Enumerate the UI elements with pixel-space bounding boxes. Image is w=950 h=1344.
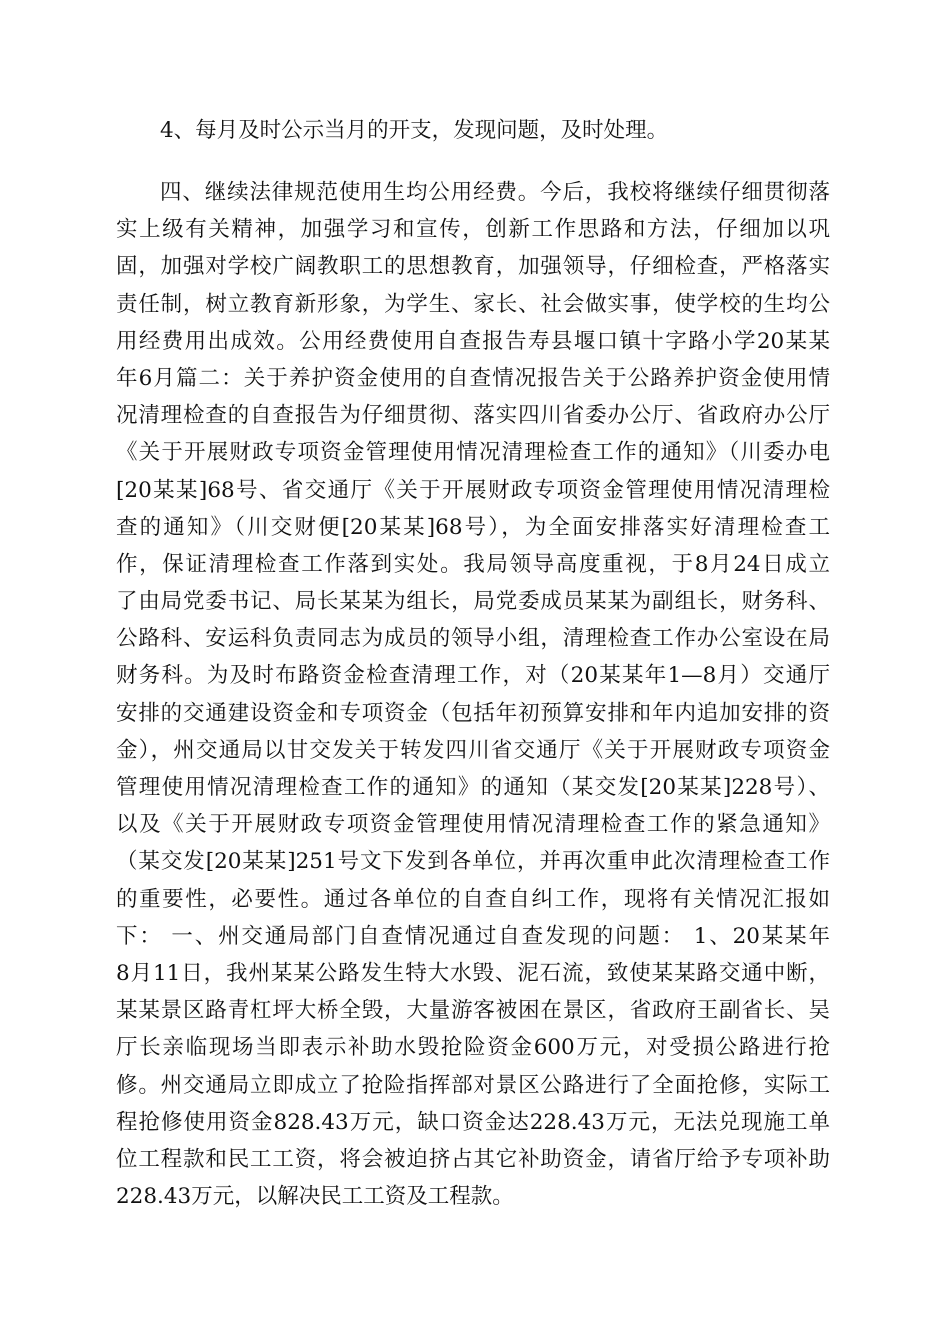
text-line: 《关于开展财政专项资金管理使用情况清理检查工作的通知》（川委办电 (116, 440, 830, 466)
text-line: 的重要性，必要性。通过各单位的自查自纠工作，现将有关情况汇报如 (116, 886, 830, 912)
text-line: 固，加强对学校广阔教职工的思想教育，加强领导，仔细检查，严格落实 (116, 254, 830, 280)
paragraph-1: 4、每月及时公示当月的开支，发现问题，及时处理。 (160, 118, 669, 143)
text-line: 8月11日，我州某某公路发生特大水毁、泥石流，致使某某路交通中断， (116, 960, 830, 986)
text-line: 况清理检查的自查报告为仔细贯彻、落实四川省委办公厅、省政府办公厅 (116, 403, 830, 429)
text-line: 财务科。为及时布路资金检查清理工作，对（20某某年1—8月）交通厅 (116, 663, 830, 689)
text-line: （某交发[20某某]251号文下发到各单位，并再次重申此次清理检查工作 (116, 849, 830, 875)
text-line: 了由局党委书记、局长某某为组长，局党委成员某某为副组长，财务科、 (116, 589, 830, 615)
text-line: 安排的交通建设资金和专项资金（包括年初预算安排和年内追加安排的资 (116, 700, 830, 726)
text-line: 四、继续法律规范使用生均公用经费。今后，我校将继续仔细贯彻落 (160, 180, 830, 205)
text-line: 查的通知》（川交财便[20某某]68号），为全面安排落实好清理检查工 (116, 514, 830, 540)
text-line: 修。州交通局立即成立了抢险指挥部对景区公路进行了全面抢修，实际工 (116, 1072, 830, 1098)
text-line: [20某某]68号、省交通厅《关于开展财政专项资金管理使用情况清理检 (116, 477, 830, 503)
text-line: 用经费用出成效。公用经费使用自查报告寿县堰口镇十字路小学20某某 (116, 328, 830, 354)
text-line: 公路科、安运科负责同志为成员的领导小组，清理检查工作办公室设在局 (116, 626, 830, 652)
text-line: 管理使用情况清理检查工作的通知》的通知（某交发[20某某]228号）、 (116, 775, 830, 800)
text-line: 厅长亲临现场当即表示补助水毁抢险资金600万元，对受损公路进行抢 (116, 1035, 830, 1061)
text-line: 责任制，树立教育新形象，为学生、家长、社会做实事，使学校的生均公 (116, 291, 830, 317)
text-line: 228.43万元，以解决民工工资及工程款。 (116, 1184, 514, 1210)
paragraph-2 (116, 174, 830, 1215)
text-line: 位工程款和民工工资，将会被迫挤占其它补助资金，请省厅给予专项补助 (116, 1146, 830, 1172)
text-line: 某某景区路青杠坪大桥全毁，大量游客被困在景区，省政府王副省长、吴 (116, 998, 830, 1024)
text-line: 实上级有关精神，加强学习和宣传，创新工作思路和方法，仔细加以巩 (116, 217, 830, 243)
text-line: 年6月篇二：关于养护资金使用的自查情况报告关于公路养护资金使用情 (116, 365, 830, 391)
text-line: 程抢修使用资金828.43万元，缺口资金达228.43万元，无法兑现施工单 (116, 1109, 830, 1135)
text-line: 作，保证清理检查工作落到实处。我局领导高度重视，于8月24日成立 (116, 551, 830, 577)
text-line: 以及《关于开展财政专项资金管理使用情况清理检查工作的紧急通知》 (116, 812, 830, 838)
text-line: 下： 一、州交通局部门自查情况通过自查发现的问题： 1、20某某年 (116, 923, 830, 949)
text-line: 金），州交通局以甘交发关于转发四川省交通厅《关于开展财政专项资金 (116, 737, 830, 763)
